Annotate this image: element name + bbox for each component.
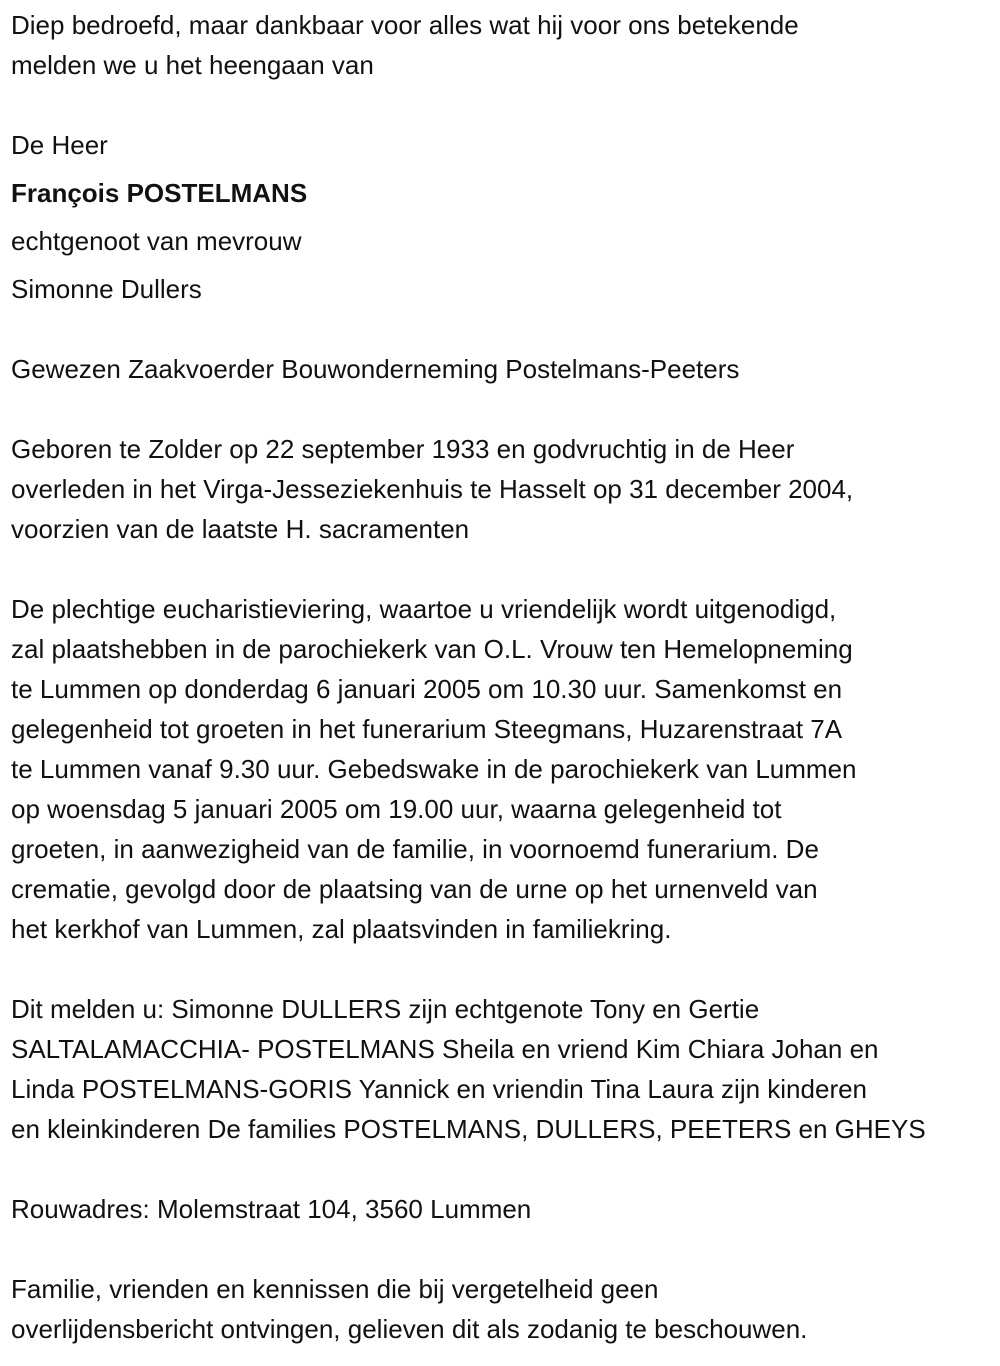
ceremony-line: crematie, gevolgd door de plaatsing van de urne op het urnenveld van [11, 874, 818, 904]
ceremony-line: gelegenheid tot groeten in het funerarium Steegmans, Huzarenstraat 7A [11, 714, 843, 744]
ceremony-line: zal plaatshebben in de parochiekerk van O.L. Vrouw ten Hemelopneming [11, 634, 853, 664]
closing-line: overlijdensbericht ontvingen, gelieven dit als zodanig te beschouwen. [11, 1314, 808, 1344]
birth-death-line: Geboren te Zolder op 22 september 1933 en godvruchtig in de Heer [11, 434, 795, 464]
intro-line: Diep bedroefd, maar dankbaar voor alles wat hij voor ons betekende [11, 10, 799, 40]
ceremony-line: De plechtige eucharistieviering, waartoe u vriendelijk wordt uitgenodigd, [11, 594, 837, 624]
birth-death-line: overleden in het Virga-Jesseziekenhuis te Hasselt op 31 december 2004, [11, 474, 854, 504]
occupation: Gewezen Zaakvoerder Bouwonderneming Postelmans-Peeters [11, 354, 740, 384]
closing-line: Familie, vrienden en kennissen die bij vergetelheid geen [11, 1274, 659, 1304]
ceremony-line: te Lummen op donderdag 6 januari 2005 om 10.30 uur. Samenkomst en [11, 674, 843, 704]
ceremony-line: groeten, in aanwezigheid van de familie, in voornoemd funerarium. De [11, 834, 819, 864]
family-line: Dit melden u: Simonne DULLERS zijn echtgenote Tony en Gertie [11, 994, 760, 1024]
family-line: SALTALAMACCHIA- POSTELMANS Sheila en vriend Kim Chiara Johan en [11, 1034, 879, 1064]
deceased-name: François POSTELMANS [11, 178, 308, 208]
spouse-name: Simonne Dullers [11, 274, 202, 304]
birth-death-line: voorzien van de laatste H. sacramenten [11, 514, 470, 544]
ceremony-line: op woensdag 5 januari 2005 om 19.00 uur, waarna gelegenheid tot [11, 794, 782, 824]
ceremony-line: te Lummen vanaf 9.30 uur. Gebedswake in de parochiekerk van Lummen [11, 754, 857, 784]
honorific: De Heer [11, 130, 108, 160]
spouse-label: echtgenoot van mevrouw [11, 226, 302, 256]
family-line: en kleinkinderen De families POSTELMANS, DULLERS, PEETERS en GHEYS [11, 1114, 926, 1144]
ceremony-line: het kerkhof van Lummen, zal plaatsvinden in familiekring. [11, 914, 672, 944]
family-line: Linda POSTELMANS-GORIS Yannick en vriendin Tina Laura zijn kinderen [11, 1074, 868, 1104]
mourning-address: Rouwadres: Molemstraat 104, 3560 Lummen [11, 1194, 532, 1224]
intro-line: melden we u het heengaan van [11, 50, 374, 80]
